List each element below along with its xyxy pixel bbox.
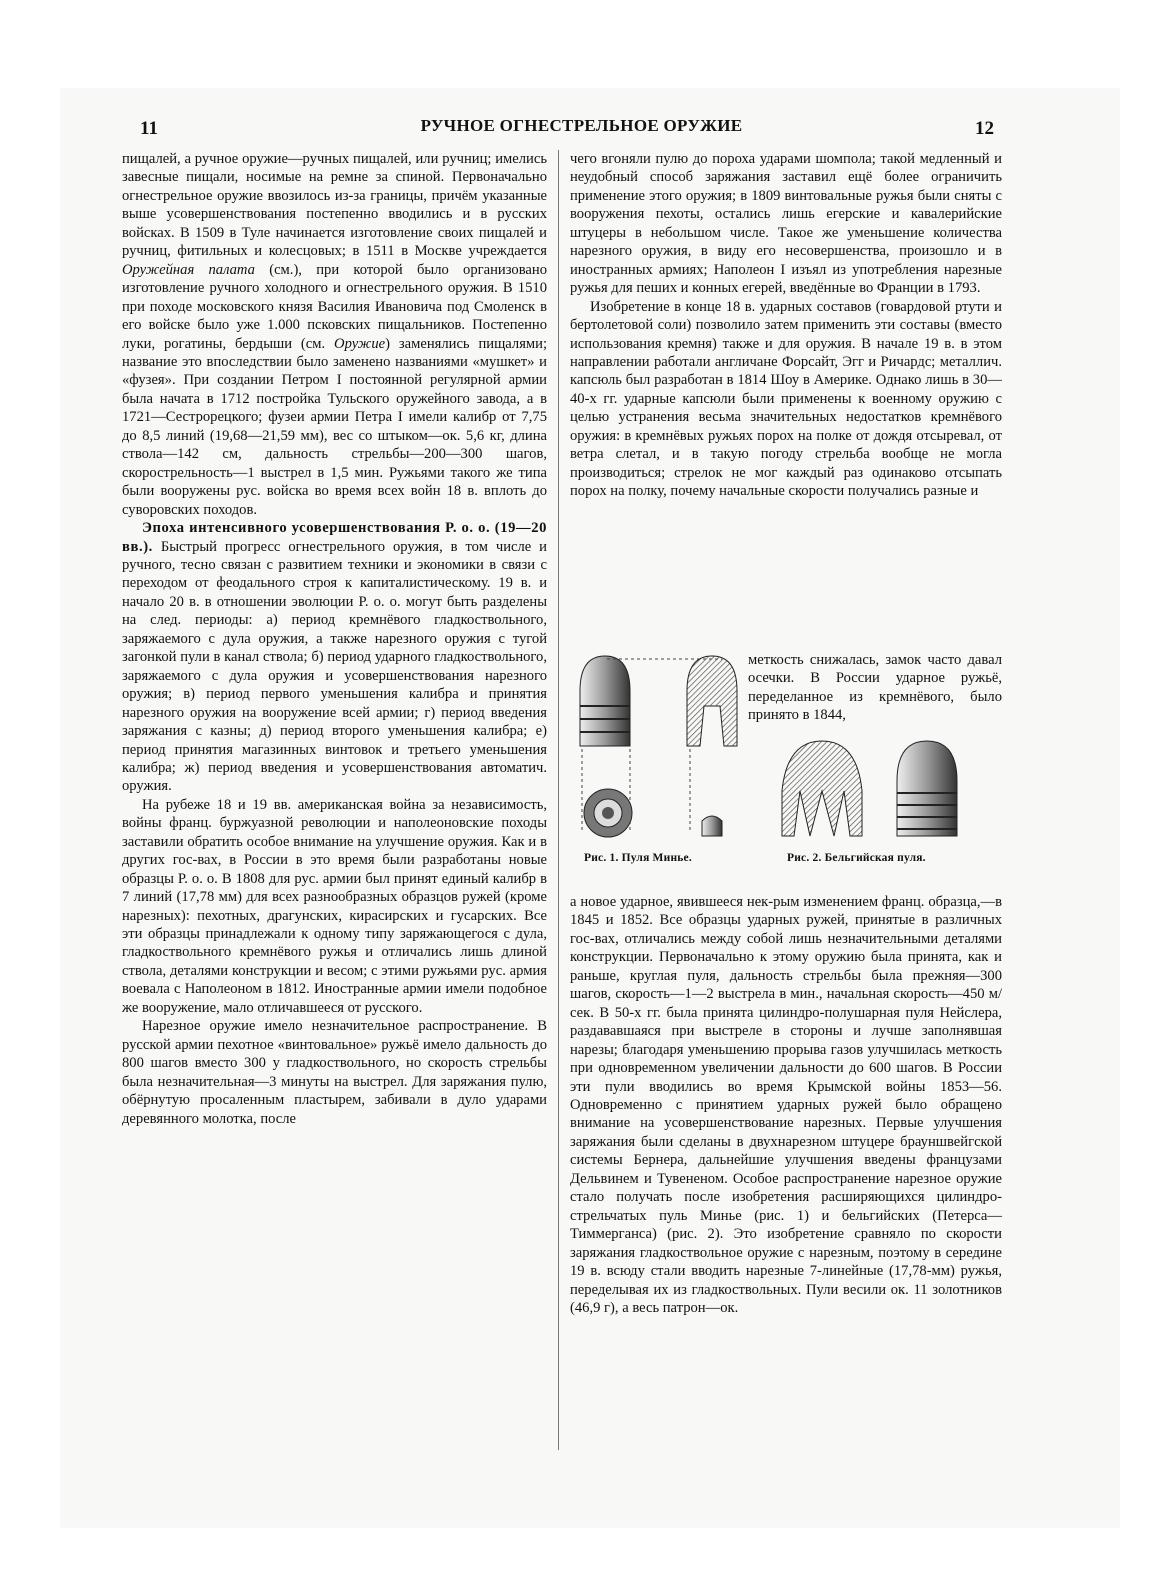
page-number-right: 12: [975, 118, 994, 139]
paragraph: [122, 519, 547, 796]
text-run: Быстрый прогресс огнестрельного оружия, в том числе и ручного, тесно связан с развитием техники и экономики в связи с переходом от феодального строя к капиталистическому. 19 в. и начало 20 в. в отношении эволюции Р. о. о. могут быть разделены на след. периоды: а) период кремнёвого гладкоствольного, заряжаемого с дула оружия, а также нарезного оружия с тугой загонкой пули в канал ствола; б) период ударного гладкоствольного, заряжаемого с дула оружия и усовершенствования нарезного оружия; в) период первого уменьшения калибра и принятия нарезного оружия на вооружение всей армии; г) период введения заряжания с казны; д) период второго уменьшения калибра; е) период принятия магазинных винтовок и третьего уменьшения калибра; ж) период введения и усовершенствования автоматич. оружия.: [122, 538, 547, 795]
minie-bullet-base: [584, 789, 632, 837]
italic-reference: Оружейная палата: [122, 261, 255, 278]
belgian-bullet-section: [782, 741, 862, 836]
section-heading: Эпоха интенсивного усовершенствования Р. о. о. (19—20 вв.).: [122, 520, 547, 555]
left-column: [122, 150, 547, 1128]
column-divider: [558, 150, 559, 1450]
paragraph: Нарезное оружие имело незначительное распространение. В русской армии пехотное «винтовальное» ружьё имело дальность до 800 шагов вместо 300 у гладкоствольного, но скорость стрельбы была незначительная—3 минуты на выстрел. Для заряжания пулю, обёрнутую просаленным пластырем, забивали в дуло ударами деревянного молотка, после: [122, 1018, 547, 1127]
italic-reference: Оружие: [334, 335, 386, 352]
paragraph: Изобретение в конце 18 в. ударных составов (говардовой ртути и бертолетовой соли) позволило затем применить эти составы (вместо использования кремня) также и для оружия. В начале 19 в. в этом направлении работали англичане Форсайт, Эгг и Ричардс; металлич. капсюль был разработан в 1814 Шоу в Америке. Однако лишь в 30—40-х гг. ударные капсюли были применены к военному оружию с целью устранения весьма значительных недостатков кремнёвого оружия: в кремнёвых ружьях порох на полке от дождя отсыревал, от ветра слетал, и в такую погоду стрельба вообще не могла производиться; стрелок не мог каждый раз одинаково отсыпать порох на полку, почему начальные скорости получались разные и: [570, 298, 1002, 500]
text-run: пищалей, а ручное оружие—ручных пищалей, или ручниц; имелись завесные пищали, носимые на ремне за спиной. Первоначально огнестрельное оружие ввозилось из-за границы, причём указанные выше усовершенствования постепенно вводились и в русских войсках. В 1509 в Туле начинается изготовление своих пищалей и ручниц, фитильных и колесцовых; в 1511 в Москве учреждается: [122, 151, 547, 260]
running-title: РУЧНОЕ ОГНЕСТРЕЛЬНОЕ ОРУЖИЕ: [420, 116, 743, 135]
minie-bullet-section: [687, 656, 737, 746]
right-column-bottom: [570, 893, 1002, 1317]
minie-bullet-side: [580, 656, 630, 746]
figure-1-caption: Рис. 1. Пуля Минье.: [584, 852, 692, 864]
text-run: (см.), при которой было организовано изготовление ручного холодного и огнестрельного оружия. В 1510 при походе московского князя Василия Ивановича под Смоленск в его войске было уже 1.000 псковских пищальников. Постепенно луки, рогатины, бердыши (см.: [122, 261, 547, 352]
paragraph: а новое ударное, явившееся нек-рым изменением франц. образца,—в 1845 и 1852. Все образцы ударных ружей, принятые в различных гос-вах, отличались между собой лишь незначительными деталями конструкции. Первоначально к этому оружию была принята, как и раньше, круглая пуля, дальность стрельбы была прежняя—300 шагов, скорость—1—2 выстрела в мин., начальная скорость—450 м/сек. В 50-х гг. была принята цилиндро-полушарная пуля Нейслера, раздававшаяся при выстреле в стороны и лучше заполнявшая нарезы; благодаря уменьшению прорыва газов улучшилась меткость при одновременном увеличении дальности до 600 шагов. В России эти пули вводились во время Крымской войны 1853—56. Одновременно с принятием ударных ружей было обращено внимание на усовершенствование нарезных. Первые улучшения заряжания были сделаны в двухнарезном штуцере брауншвейгской системы Бернера, дальнейшие улучшения введены французами Дельвинем и Тувененом. Особое распространение нарезное оружие стало получать после изобретения расширяющихся цилиндро-стрельчатых пуль Минье (рис. 1) и бельгийских (Петерса—Тиммерганса) (рис. 2). Это изобретение сравняло по скорости заряжания гладкоствольное оружие с нарезным, поэтому в середине 19 в. всюду стали вводить нарезные 7-линейные (17,78-мм) ружья, переделывая их из гладкоствольных. Пули весили ок. 11 золотников (46,9 г), а весь патрон—ок.: [570, 894, 1002, 1316]
figure-2-caption: Рис. 2. Бельгийская пуля.: [787, 852, 926, 864]
right-column-top: [570, 150, 1002, 650]
paragraph: чего вгоняли пулю до пороха ударами шомпола; такой медленный и неудобный способ заряжания заставил ещё более ограничить применение этого оружия; в 1809 винтовальные ружья были сняты с вооружения пехоты, остались лишь егерские и кавалерийские штуцеры в небольшом числе. Такое же уменьшение количества нарезного оружия, в виду его несовершенства, произошло и в иностранных армиях; Наполеон I изъял из употребления нарезные ружья для пеших и конных егерей, введённые во Франции в 1793.: [570, 151, 1002, 297]
paragraph: меткость снижалась, замок часто давал осечки. В России ударное ружьё, переделанное из кремнёвого, было принято в 1844,: [748, 652, 1002, 724]
text-run: ) заменялись пищалями; название это впоследствии было заменено названиями «мушкет» и «фузея». При создании Петром I постоянной регулярной армии была начата в 1712 постройка Тульского оружейного завода, а в 1721—Сестрорецкого; фузеи армии Петра I имели калибр от 7,75 до 8,5 линий (19,68—21,59 мм), вес со штыком—ок. 5,6 кг, длина ствола—142 см, дальность стрельбы—200—300 шагов, скорострельность—1 выстрел в 1,5 мин. Ружьями такого же типа были вооружены рус. войска во время всех войн 18 в. вплоть до суворовских походов.: [122, 335, 548, 518]
wrapped-text: [748, 651, 1002, 725]
paragraph: [122, 150, 547, 519]
minie-bullet-plug: [702, 816, 722, 836]
page-number-left: 11: [140, 118, 158, 139]
paragraph: На рубеже 18 и 19 вв. американская война за независимость, войны франц. буржуазной революции и наполеоновские походы заставили обратить особое внимание на улучшение оружия. Как и в других гос-вах, в России в это время были разработаны новые образцы Р. о. о. В 1808 для рус. армии был принят единый калибр в 7 линий (17,78 мм) для всех разнообразных образцов ружей (кроме нарезных): пехотных, драгунских, кирасирских и гусарских. Все эти образцы принадлежали к одному типу заряжающегося с дула, гладкоствольного кремнёвого ружья и отличались лишь длиной ствола, деталями конструкции и весом; с этими ружьями рус. армия воевала с Наполеоном в 1812. Иностранные армии имели подобное же вооружение, мало отличавшееся от русского.: [122, 796, 547, 1016]
belgian-bullet-side: [897, 741, 957, 836]
